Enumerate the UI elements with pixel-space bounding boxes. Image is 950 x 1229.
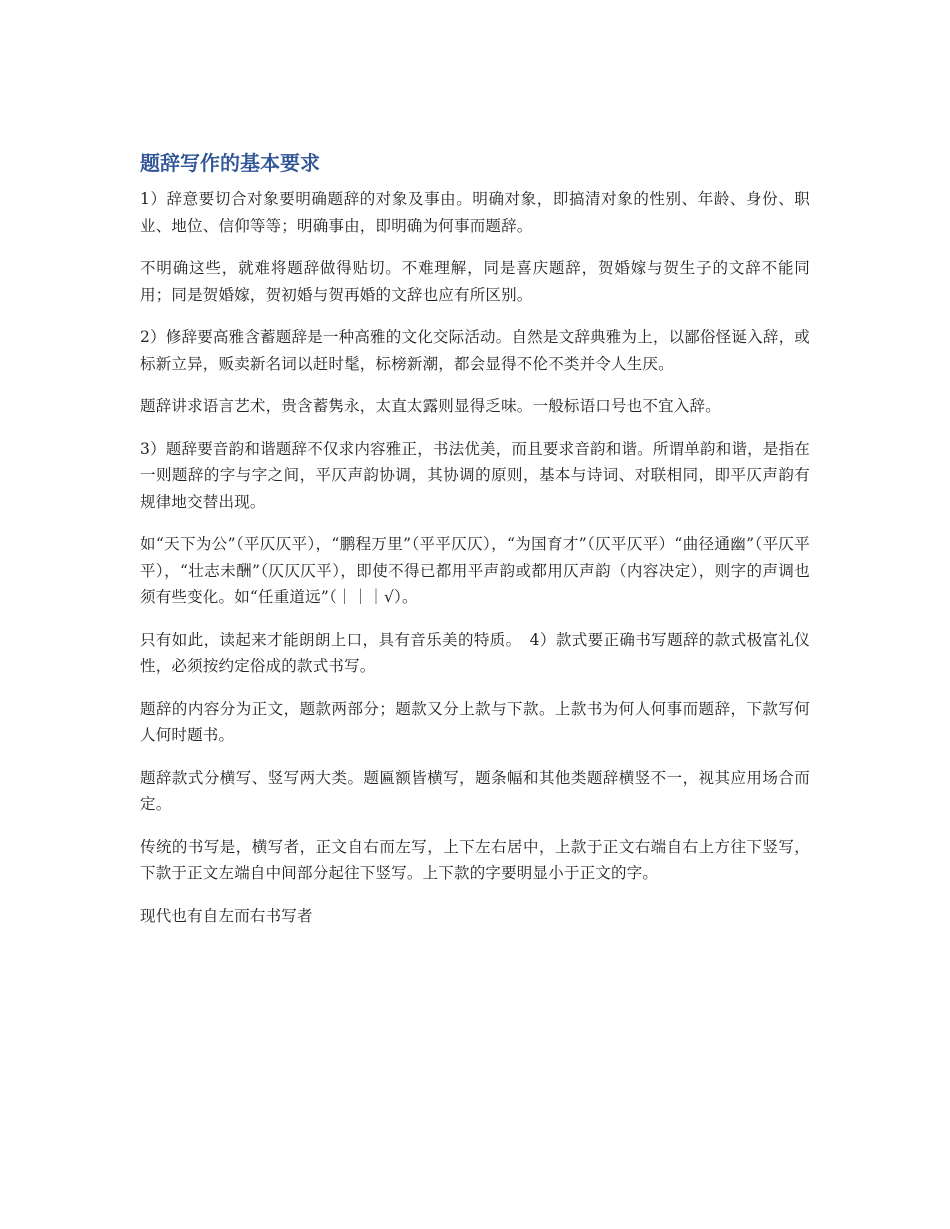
paragraph: 1）辞意要切合对象要明确题辞的对象及事由。明确对象，即搞清对象的性别、年龄、身份、职业、地位、信仰等等；明确事由，即明确为何事而题辞。 [140,190,810,235]
document-page [140,150,810,945]
paragraph: 不明确这些，就难将题辞做得贴切。不难理解，同是喜庆题辞，贺婚嫁与贺生子的文辞不能同用；同是贺婚嫁，贺初婚与贺再婚的文辞也应有所区别。 [140,259,810,304]
paragraph: 如“天下为公”（平仄仄平），“鹏程万里”（平平仄仄），“为国育才”（仄平仄平）“曲径通幽”（平仄平平），“壮志未酬”（仄仄仄平），即使不得已都用平声韵或都用仄声韵（内容决定），则字的声调也须有些变化。如“任重道远”（｜｜｜√）。 [140,535,810,606]
paragraph: 2）修辞要高雅含蓄题辞是一种高雅的文化交际活动。自然是文辞典雅为上，以鄙俗怪诞入辞，或标新立异，贩卖新名词以赶时髦，标榜新潮，都会显得不伦不类并令人生厌。 [140,328,810,373]
paragraph: 只有如此，读起来才能朗朗上口，具有音乐美的特质。 4）款式要正确书写题辞的款式极富礼仪性，必须按约定俗成的款式书写。 [140,630,810,675]
paragraph: 题辞讲求语言艺术，贵含蓄隽永，太直太露则显得乏味。一般标语口号也不宜入辞。 [140,397,721,415]
paragraph: 传统的书写是，横写者，正文自右而左写，上下左右居中，上款于正文右端自右上方往下竖写，下款于正文左端自中间部分起往下竖写。上下款的字要明显小于正文的字。 [140,837,810,882]
paragraph: 现代也有自左而右书写者 [140,906,313,925]
document-title: 题辞写作的基本要求 [140,151,320,175]
paragraph: 题辞的内容分为正文，题款两部分；题款又分上款与下款。上款书为何人何事而题辞，下款写何人何时题书。 [140,699,810,744]
paragraph: 题辞款式分横写、竖写两大类。题匾额皆横写，题条幅和其他类题辞横竖不一，视其应用场合而定。 [140,768,810,813]
paragraph: 3）题辞要音韵和谐题辞不仅求内容雅正，书法优美，而且要求音韵和谐。所谓单韵和谐，是指在一则题辞的字与字之间，平仄声韵协调，其协调的原则，基本与诗词、对联相同，即平仄声韵有规律地交替出现。 [140,439,810,511]
